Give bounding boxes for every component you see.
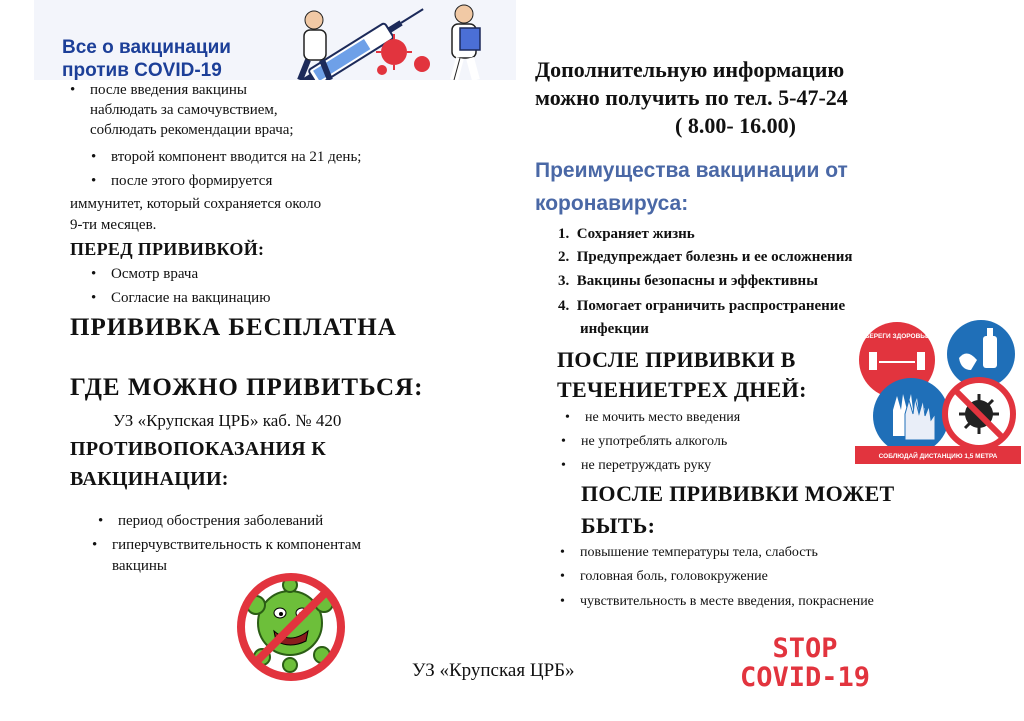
free-vaccination-heading: ПРИВИВКА БЕСПЛАТНА [70, 314, 397, 341]
vaccination-illustration [264, 0, 514, 80]
list-item [90, 80, 247, 100]
benefits-heading: Преимущества вакцинации от [535, 159, 848, 182]
paragraph-text: 9-ти месяцев. [70, 217, 157, 233]
benefit-item: 2. Предупреждает болезнь и ее осложнения [558, 249, 853, 265]
list-item: • не мочить место введения [585, 408, 740, 428]
contact-info [535, 56, 955, 140]
section-heading: ТЕЧЕНИЕТРЕХ ДНЕЙ: [557, 377, 807, 402]
paragraph-text: иммунитет, который сохраняется около [70, 196, 322, 212]
poster-top-label: БЕРЕГИ ЗДОРОВЬЕ [864, 333, 930, 340]
benefit-item: 4. Помогает ограничить распространение [558, 298, 846, 314]
section-heading: БЫТЬ: [581, 513, 656, 538]
list-item: • Согласие на вакцинацию [111, 288, 270, 308]
benefit-text: инфекции [580, 321, 649, 337]
safety-poster-image [855, 318, 1021, 466]
list-item: • не перетруждать руку [581, 456, 711, 476]
contact-hours: ( 8.00- 16.00) [675, 113, 796, 138]
list-item: • не употреблять алкоголь [581, 432, 727, 452]
contact-line: можно получить по тел. 5-47-24 [535, 85, 848, 110]
benefit-text: Предупреждает болезнь и ее осложнения [576, 249, 853, 265]
benefit-text: Сохраняет жизнь [576, 226, 695, 242]
list-item: • после этого формируется [111, 171, 272, 191]
list-item: • чувствительность в месте введения, покраснение [580, 592, 874, 612]
banner-title [62, 36, 231, 82]
section-heading: ВАКЦИНАЦИИ: [70, 468, 229, 490]
where-heading: ГДЕ МОЖНО ПРИВИТЬСЯ: [70, 374, 424, 401]
virus-prohibited-icon [226, 565, 356, 690]
benefits-heading: коронавируса: [535, 192, 689, 215]
list-item: • гиперчувствительность к компонентам [112, 535, 361, 555]
list-item-text: соблюдать рекомендации врача; [90, 122, 294, 138]
section-heading: ПРОТИВОПОКАЗАНИЯ К [70, 438, 327, 460]
list-item-text: вакцины [112, 558, 167, 574]
list-item: • второй компонент вводится на 21 день; [111, 147, 361, 167]
stop-logo-line1: STOP [772, 633, 838, 664]
list-item: • Осмотр врача [111, 264, 198, 284]
section-heading: ПОСЛЕ ПРИВИВКИ В [557, 347, 796, 372]
benefit-item: 3. Вакцины безопасны и эффективны [558, 273, 818, 289]
footer-org-name: УЗ «Крупская ЦРБ» [412, 660, 575, 681]
location-text: УЗ «Крупская ЦРБ» каб. № 420 [113, 411, 342, 430]
benefit-text: Помогает ограничить распространение [576, 298, 846, 314]
list-item-text: наблюдать за самочувствием, [90, 102, 278, 118]
contact-line: Дополнительную информацию [535, 57, 845, 82]
stop-covid-logo [740, 634, 870, 692]
list-item-text: • после введения вакцины [90, 82, 247, 98]
list-item: • период обострения заболеваний [118, 511, 323, 531]
banner-title-line1: Все о вакцинации [62, 37, 231, 58]
benefit-text: Вакцины безопасны и эффективны [576, 273, 818, 289]
banner-title-line2: против COVID-19 [62, 60, 222, 81]
list-item: • повышение температуры тела, слабость [580, 543, 818, 563]
section-heading: ПОСЛЕ ПРИВИВКИ МОЖЕТ [581, 481, 895, 506]
list-item: • головная боль, головокружение [580, 567, 768, 587]
stop-logo-line2: COVID-19 [740, 662, 871, 693]
poster-bottom-label: СОБЛЮДАЙ ДИСТАНЦИЮ 1,5 МЕТРА [878, 453, 998, 460]
section-heading: ПЕРЕД ПРИВИВКОЙ: [70, 239, 265, 259]
benefit-item: 1. Сохраняет жизнь [558, 226, 695, 242]
